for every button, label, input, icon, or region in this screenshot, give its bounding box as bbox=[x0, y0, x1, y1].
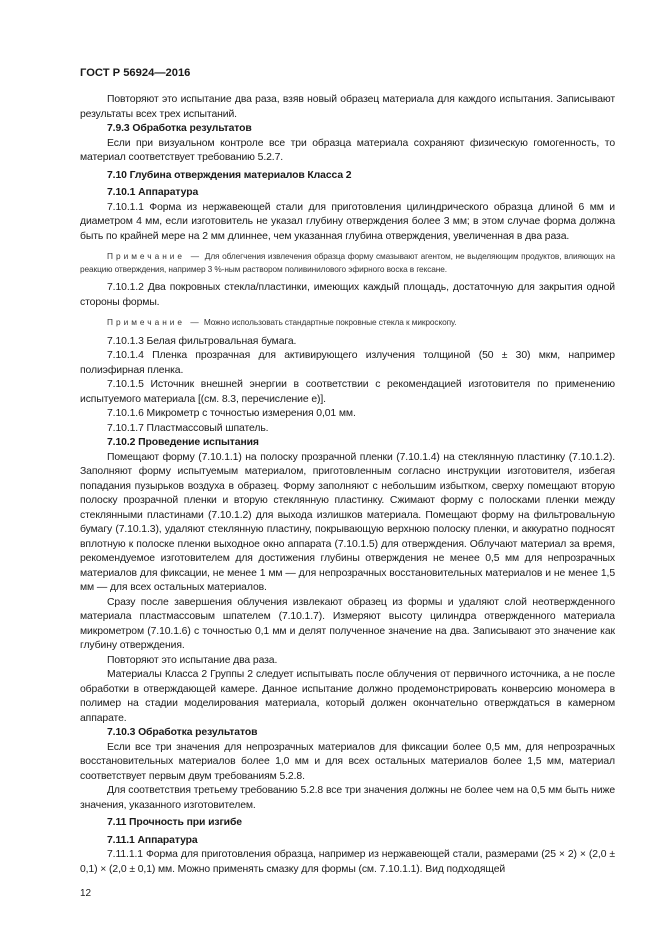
paragraph: 7.10.1.3 Белая фильтровальная бумага. bbox=[107, 335, 297, 347]
section-heading: 7.10.1 Аппаратура bbox=[107, 187, 199, 198]
paragraph: 7.11.1.1 Форма для приготовления образца, например из нержавеющей стали, размерами (25 × 2) × (2,0 ± 0,1) × (2,0 ± 0,1) мм. Можно применять смазку для формы (см. 7.10.1.1). Вид подходящей bbox=[80, 849, 615, 875]
page-number: 12 bbox=[80, 888, 92, 899]
section-heading: 7.10.3 Обработка результатов bbox=[107, 727, 258, 738]
section-heading: 7.9.3 Обработка результатов bbox=[107, 123, 252, 134]
note-label: Примечание — bbox=[107, 251, 203, 261]
paragraph: Повторяют это испытание два раза, взяв новый образец материала для каждого испытания. Записывают результаты всех трех испытаний. bbox=[80, 94, 615, 120]
paragraph: Если при визуальном контроле все три образца материала сохраняют физическую гомогенность, то материал соответствует требованию 5.2.7. bbox=[80, 137, 615, 163]
paragraph: Повторяют это испытание два раза. bbox=[107, 654, 278, 666]
note-text: Для облегчения извлечения образца форму смазывают агентом, не выделяющим продуктов, влияющих на реакцию отверждения, например 3 %-ным раствором поливинилового эфирного воска в гексане. bbox=[80, 251, 615, 274]
paragraph: Если все три значения для непрозрачных материалов для фиксации более 0,5 мм, для непрозрачных восстановительных материалов более 1,0 мм и для всех остальных материалов более 1,5 мм, материал соответствует первым двум требованиям 5.2.8. bbox=[80, 741, 615, 782]
note bbox=[80, 250, 615, 275]
paragraph: Для соответствия третьему требованию 5.2.8 все три значения должны не более чем на 0,5 мм быть ниже значения, указанного изготовителем. bbox=[80, 785, 615, 811]
note-text: Можно использовать стандартные покровные стекла к микроскопу. bbox=[203, 317, 457, 327]
note bbox=[80, 316, 615, 329]
section-heading: 7.11.1 Аппаратура bbox=[107, 834, 198, 846]
paragraph: 7.10.1.6 Микрометр с точностью измерения 0,01 мм. bbox=[107, 408, 356, 419]
paragraph: 7.10.1.1 Форма из нержавеющей стали для приготовления цилиндрического образца длиной 6 мм и диаметром 4 мм, если изготовитель не указал глубину отверждения более 3 мм; в этом случае форма должна быть по крайней мере на 2 мм длиннее, чем указанная глубина отверждения, увеличенная в два раза. bbox=[80, 201, 615, 242]
paragraph: Материалы Класса 2 Группы 2 следует испытывать после облучения от первичного источника, а не после обработки в отверждающей камере. Данное испытание должно продемонстрировать конверсию мономера в полимер на стадии моделирования материала, который должен окончательно отверждаться в камерном аппарате. bbox=[80, 669, 615, 724]
section-heading: 7.11 Прочность при изгибе bbox=[107, 817, 242, 828]
paragraph: 7.10.1.2 Два покровных стекла/пластинки, имеющих каждый площадь, достаточную для закрытия одной стороны формы. bbox=[80, 282, 615, 308]
document-header: ГОСТ Р 56924—2016 bbox=[80, 67, 191, 79]
document-body bbox=[80, 93, 615, 901]
section-heading: 7.10.2 Проведение испытания bbox=[107, 437, 259, 448]
paragraph: 7.10.1.7 Пластмассовый шпатель. bbox=[107, 422, 269, 434]
paragraph: 7.10.1.4 Пленка прозрачная для активирующего излучения толщиной (50 ± 30) мкм, например полиэфирная пленка. bbox=[80, 350, 615, 376]
paragraph: 7.10.1.5 Источник внешней энергии в соответствии с рекомендацией изготовителя по применению испытуемого материала [(см. 8.3, перечисление е)]. bbox=[80, 379, 615, 405]
note-label: Примечание — bbox=[107, 317, 202, 327]
paragraph: Сразу после завершения облучения извлекают образец из формы и удаляют слой неотвержденного материала пластмассовым шпателем (7.10.1.7). Измеряют высоту цилиндра отвержденного материала микрометром (7.10.1.6) с точностью 0,1 мм и делят полученное значение на два. Записывают это значение как глубину отверждения. bbox=[80, 596, 615, 651]
paragraph: Помещают форму (7.10.1.1) на полоску прозрачной пленки (7.10.1.4) на стеклянную пластинку (7.10.1.2). Заполняют форму испытуемым материалом, приготовленным согласно инструкции изготовителя, избегая попадания пузырьков воздуха в образец. Форму заполняют с небольшим избытком, сверху помещают вторую полоску прозрачной пленки и вторую стеклянную пластинку. Сжимают форму с полосками пленки между стеклянными пластинами (7.10.1.2) для выхода излишков материала. Помещают форму на фильтровальную бумагу (7.10.1.3), удаляют стеклянную пластину, покрывающую верхнюю полоску пленки, и аккуратно подносят вплотную к полоске пленки выходное окно аппарата (7.10.1.5) для отверждения. Облучают материал за время, рекомендуемое изготовителем для достижения глубины отверждения не менее 0,5 мм для непрозрачных материалов для фиксации, не менее 1 мм — для непрозрачных восстановительных материалов и не менее 1,5 мм — для всех остальных материалов. bbox=[80, 451, 615, 593]
section-heading: 7.10 Глубина отверждения материалов Класса 2 bbox=[107, 169, 352, 181]
